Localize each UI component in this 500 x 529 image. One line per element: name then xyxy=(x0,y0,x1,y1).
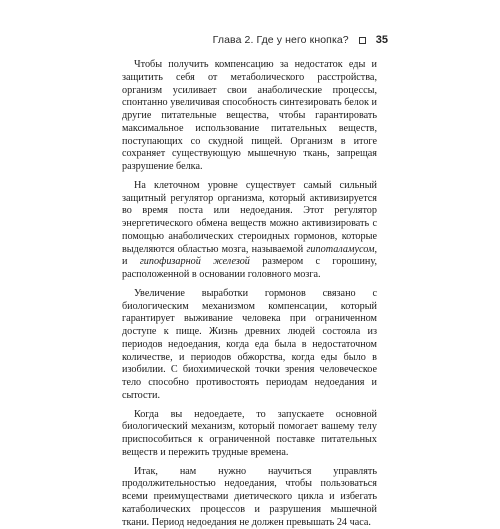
page-number: 35 xyxy=(376,34,388,46)
paragraph xyxy=(122,288,377,403)
paragraph-text: Итак, нам нужно научиться управлять продолжительностью недоедания, чтобы пользоваться всеми преимуществами диетического цикла и избегать катаболических процессов и разрушения мышечной ткани. Период недоедания не должен превышать 24 часа. xyxy=(122,466,377,528)
square-icon xyxy=(359,37,366,44)
italic-term: гипоталамусом xyxy=(306,244,374,255)
paragraph-text: , и xyxy=(122,244,377,268)
paragraph-text: Увеличение выработки гормонов связано с биологическим механизмом компенсации, который гарантирует выживание человека при ограниченном доступе к пище. Жизнь древних людей состояла из периодов недоедания, когда еда была в недостаточном количестве, и периодов обжорства, когда еды было в изобилии. С биохимической точки зрения человеческое тело способно противостоять периодам недоедания и сытости. xyxy=(122,288,377,401)
chapter-title: Глава 2. Где у него кнопка? xyxy=(213,34,349,46)
paragraph-text: Когда вы недоедаете, то запускаете основной биологический механизм, который помогает вашему телу приспособиться к ограниченной поставке питательных веществ и пережить трудные времена. xyxy=(122,409,377,458)
paragraph-text: Чтобы получить компенсацию за недостаток еды и защитить себя от метаболического расстройства, организм усиливает свои анаболические процессы, спонтанно увеличивая способность синтезировать белок и другие питательные вещества, чтобы гарантировать максимальное использование питательных веществ, поступающих со скудной пищей. Организм в итоге сохраняет существующую мышечную ткань, запрещая разрушение белка. xyxy=(122,59,377,172)
italic-term: гипофизарной железой xyxy=(140,256,250,267)
body-text xyxy=(122,59,377,529)
paragraph-text: размером с горошину, расположенной в основании головного мозга. xyxy=(122,256,377,280)
paragraph xyxy=(122,59,377,174)
paragraph-text: На клеточном уровне существует самый сильный защитный регулятор организма, который активизируется во время поста или недоедания. Этот регулятор энергетического обмена веществ можно активизировать с помощью анаболических стероидных гормонов, которые выделяются областью мозга, называемой xyxy=(122,180,377,255)
paragraph xyxy=(122,180,377,282)
paragraph xyxy=(122,466,377,529)
paragraph xyxy=(122,409,377,460)
running-header xyxy=(213,34,388,46)
